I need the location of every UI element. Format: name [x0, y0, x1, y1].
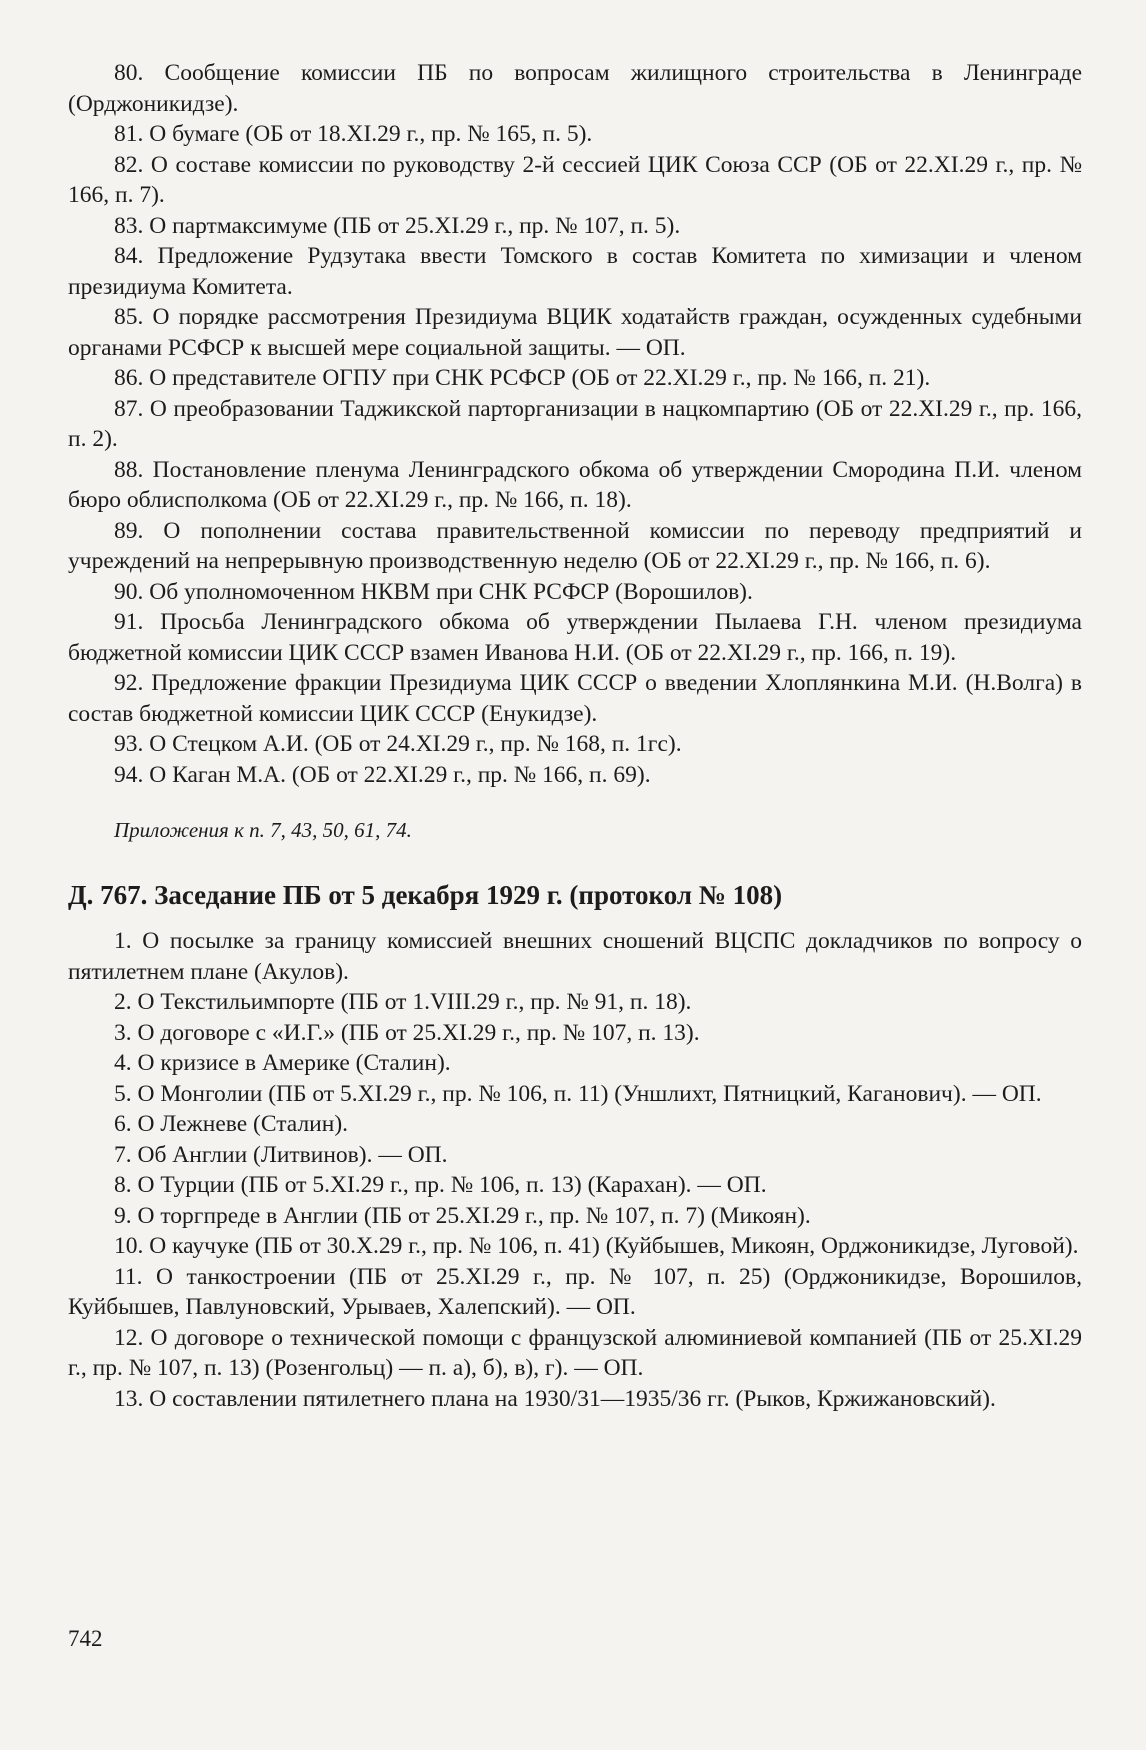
list-item: 4. О кризисе в Америке (Сталин). — [114, 1050, 451, 1076]
list-item: 1. О посылке за границу комиссией внешних сношений ВЦСПС докладчиков по вопросу о пятилетнем плане (Акулов). — [68, 928, 1082, 985]
list-item: 80. Сообщение комиссии ПБ по вопросам жилищного строительства в Ленинграде (Орджоникидзе). — [68, 60, 1082, 117]
list-item: 9. О торгпреде в Англии (ПБ от 25.XI.29 г., пр. № 107, п. 7) (Микоян). — [114, 1202, 811, 1229]
list-item: 82. О составе комиссии по руководству 2-й сессией ЦИК Союза ССР (ОБ от 22.XI.29 г., пр. № 166, п. 7). — [68, 151, 1082, 208]
list-item: 81. О бумаге (ОБ от 18.XI.29 г., пр. № 165, п. 5). — [114, 121, 593, 147]
list-item: 5. О Монголии (ПБ от 5.XI.29 г., пр. № 106, п. 11) (Уншлихт, Пятницкий, Каганович). — ОП. — [114, 1080, 1042, 1107]
list-item: 88. Постановление пленума Ленинградского обкома об утверждении Смородина П.И. членом бюро облисполкома (ОБ от 22.XI.29 г., пр. № 166, п. 18). — [68, 456, 1082, 513]
text-column — [68, 58, 1082, 1414]
list-item: 8. О Турции (ПБ от 5.XI.29 г., пр. № 106, п. 13) (Карахан). — ОП. — [114, 1172, 767, 1198]
list-item: 84. Предложение Рудзутака ввести Томского в состав Комитета по химизации и членом президиума Комитета. — [68, 243, 1082, 300]
list-item: 86. О представителе ОГПУ при СНК РСФСР (ОБ от 22.XI.29 г., пр. № 166, п. 21). — [114, 365, 931, 391]
list-item: 92. Предложение фракции Президиума ЦИК СССР о введении Хлоплянкина М.И. (Н.Волга) в состав бюджетной комиссии ЦИК СССР (Енукидзе). — [68, 670, 1082, 727]
list-item: 7. Об Англии (Литвинов). — ОП. — [114, 1141, 448, 1168]
list-item: 2. О Текстильимпорте (ПБ от 1.VIII.29 г., пр. № 91, п. 18). — [114, 989, 692, 1015]
list-item: 91. Просьба Ленинградского обкома об утверждении Пылаева Г.Н. членом президиума бюджетной комиссии ЦИК СССР взамен Иванова Н.И. (ОБ от 22.XI.29 г., пр. 166, п. 19). — [68, 609, 1082, 666]
list-item: 3. О договоре с «И.Г.» (ПБ от 25.XI.29 г., пр. № 107, п. 13). — [114, 1019, 700, 1046]
appendix-note: Приложения к п. 7, 43, 50, 61, 74. — [114, 818, 412, 842]
top-items-list — [68, 58, 1082, 790]
list-item: 87. О преобразовании Таджикской парторганизации в нацкомпартию (ОБ от 22.XI.29 г., пр. 166, п. 2). — [68, 395, 1082, 452]
list-item: 11. О танкостроении (ПБ от 25.XI.29 г., пр. № 107, п. 25) (Орджоникидзе, Ворошилов, Куйбышев, Павлуновский, Урываев, Халепский). — ОП. — [68, 1263, 1082, 1320]
bottom-items-list — [68, 926, 1082, 1414]
list-item: 6. О Лежневе (Сталин). — [114, 1111, 349, 1137]
list-item: 83. О партмаксимуме (ПБ от 25.XI.29 г., пр. № 107, п. 5). — [114, 212, 681, 239]
list-item: 12. О договоре о технической помощи с французской алюминиевой компанией (ПБ от 25.XI.29 г., пр. № 107, п. 13) (Розенгольц) — п. а), б), в), г). — ОП. — [68, 1324, 1082, 1381]
list-item: 85. О порядке рассмотрения Президиума ВЦИК ходатайств граждан, осужденных судебными органами РСФСР к высшей мере социальной защиты. — ОП. — [68, 304, 1082, 361]
list-item: 10. О каучуке (ПБ от 30.X.29 г., пр. № 106, п. 41) (Куйбышев, Микоян, Орджоникидзе, Луговой). — [114, 1233, 1079, 1259]
list-item: 90. Об уполномоченном НКВМ при СНК РСФСР (Ворошилов). — [114, 578, 753, 605]
page-number: 742 — [68, 1626, 103, 1651]
list-item: 94. О Каган М.А. (ОБ от 22.XI.29 г., пр. № 166, п. 69). — [114, 761, 651, 788]
list-item: 89. О пополнении состава правительственной комиссии по переводу предприятий и учреждений на непрерывную производственную неделю (ОБ от 22.XI.29 г., пр. № 166, п. 6). — [68, 517, 1082, 574]
section-heading: Д. 767. Заседание ПБ от 5 декабря 1929 г. (протокол № 108) — [68, 880, 783, 910]
list-item: 13. О составлении пятилетнего плана на 1930/31—1935/36 гг. (Рыков, Кржижановский). — [114, 1385, 996, 1412]
list-item: 93. О Стецком А.И. (ОБ от 24.XI.29 г., пр. № 168, п. 1гс). — [114, 731, 682, 757]
